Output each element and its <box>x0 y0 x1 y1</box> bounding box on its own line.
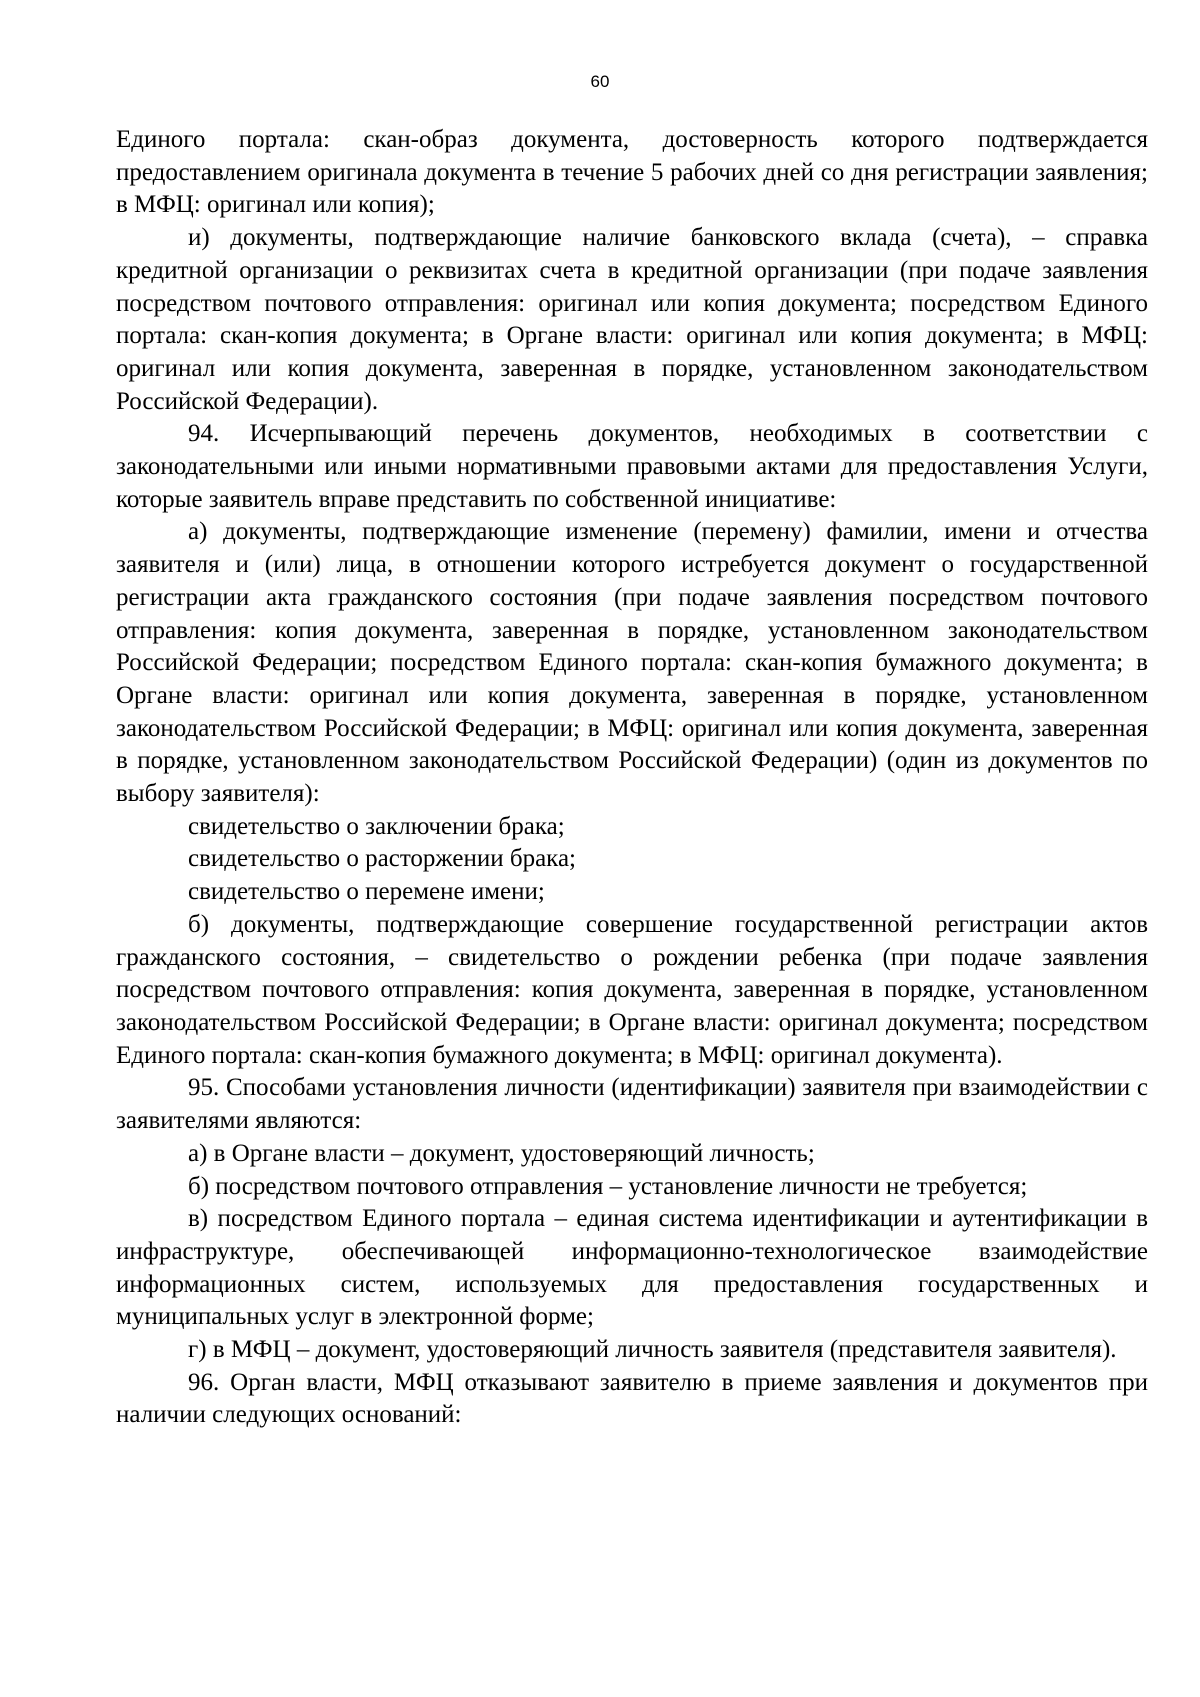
paragraph-94-a: а) документы, подтверждающие изменение (перемену) фамилии, имени и отчества заявителя и (или) лица, в отношении которого истребуется документ о государственной регистрации акта гражданского состояния (при подаче заявления посредством почтового отправления: копия документа, заверенная в порядке, установленном законодательством Российской Федерации; посредством Единого портала: скан-копия бумажного документа; в Органе власти: оригинал или копия документа, заверенная в порядке, установленном законодательством Российской Федерации; в МФЦ: оригинал или копия документа, заверенная в порядке, установленном законодательством Российской Федерации) (один из документов по выбору заявителя): <box>116 518 1148 808</box>
paragraph-95-v: в) посредством Единого портала – единая система идентификации и аутентификации в инфраструктуре, обеспечивающей информационно-технологическое взаимодействие информационных систем, используемых для предоставления государственных и муниципальных услуг в электронной форме; <box>116 1205 1148 1331</box>
list-item-name-change-certificate: свидетельство о перемене имени; <box>188 878 545 906</box>
list-item-divorce-certificate: свидетельство о расторжении брака; <box>188 845 576 873</box>
paragraph-94-b: б) документы, подтверждающие совершение государственной регистрации актов гражданского состояния, – свидетельство о рождении ребенка (при подаче заявления посредством почтового отправления: копия документа, заверенная в порядке, установленном законодательством Российской Федерации; в Органе власти: оригинал документа; посредством Единого портала: скан-копия бумажного документа; в МФЦ: оригинал документа). <box>116 910 1148 1069</box>
paragraph-94: 94. Исчерпывающий перечень документов, необходимых в соответствии с законодательными или иными нормативными правовыми актами для предоставления Услуги, которые заявитель вправе представить по собственной инициативе: <box>116 420 1148 513</box>
paragraph-96: 96. Орган власти, МФЦ отказывают заявителю в приеме заявления и документов при наличии следующих оснований: <box>116 1368 1148 1429</box>
page-number: 60 <box>590 72 610 91</box>
paragraph-95-a: а) в Органе власти – документ, удостоверяющий личность; <box>188 1139 815 1167</box>
paragraph-portal-scan: Единого портала: скан-образ документа, достоверность которого подтверждается предоставлением оригинала документа в течение 5 рабочих дней со дня регистрации заявления; в МФЦ: оригинал или копия); <box>116 126 1148 219</box>
paragraph-95-b: б) посредством почтового отправления – установление личности не требуется; <box>188 1172 1028 1200</box>
document-body <box>116 124 1148 1432</box>
paragraph-95: 95. Способами установления личности (идентификации) заявителя при взаимодействии с заявителями являются: <box>116 1074 1148 1135</box>
paragraph-item-i-bank-deposit: и) документы, подтверждающие наличие банковского вклада (счета), – справка кредитной организации о реквизитах счета в кредитной организации (при подаче заявления посредством почтового отправления: оригинал или копия документа; посредством Единого портала: скан-копия документа; в Органе власти: оригинал или копия документа; в МФЦ: оригинал или копия документа, заверенная в порядке, установленном законодательством Российской Федерации). <box>116 224 1148 415</box>
list-item-marriage-certificate: свидетельство о заключении брака; <box>188 812 565 840</box>
paragraph-95-g: г) в МФЦ – документ, удостоверяющий личность заявителя (представителя заявителя). <box>188 1336 1117 1364</box>
